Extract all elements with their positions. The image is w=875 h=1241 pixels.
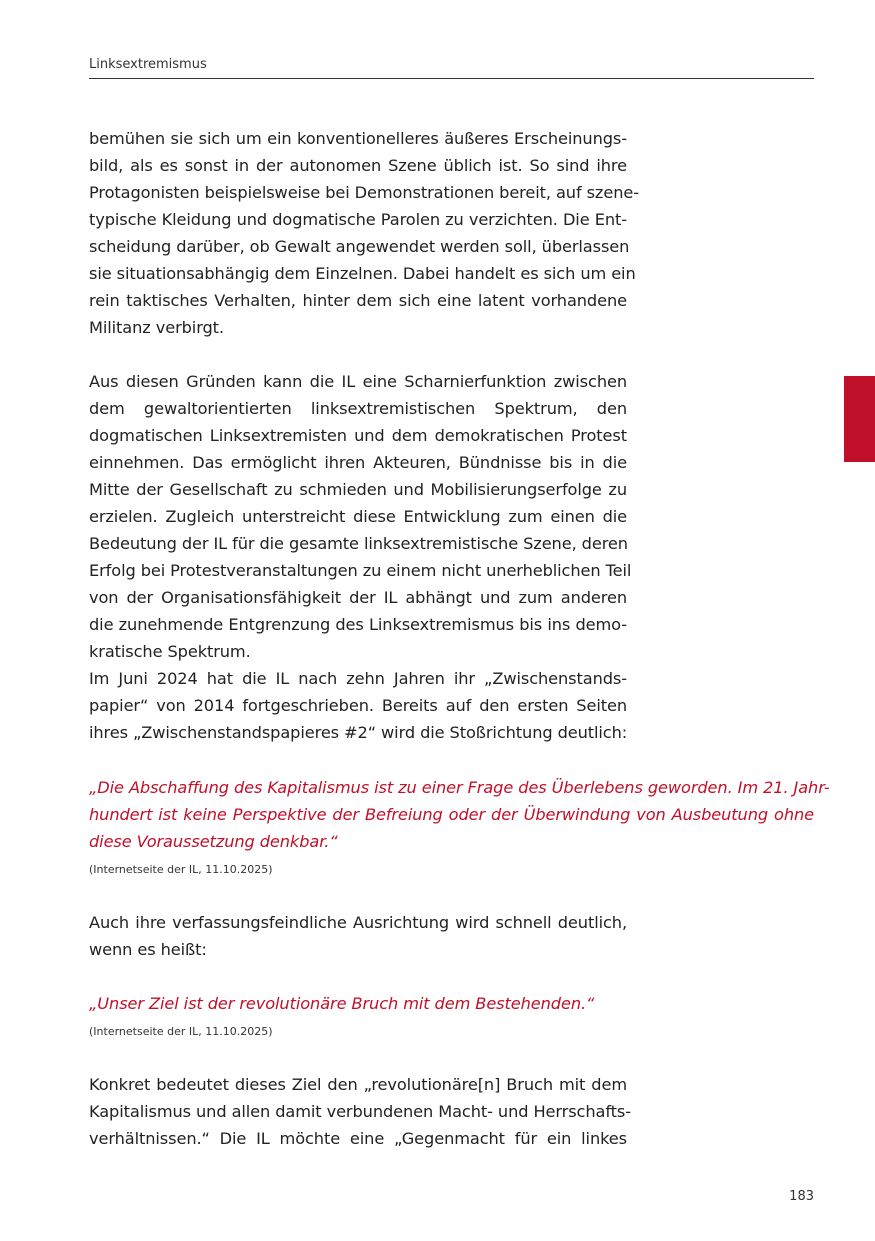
header-divider bbox=[89, 78, 814, 79]
text-line: bemühen sie sich um ein konventionelleres äußeres Erscheinungs- bbox=[89, 129, 627, 148]
text-line: Im Juni 2024 hat die IL nach zehn Jahren ihr „Zwischenstands- bbox=[89, 669, 627, 688]
quote-line: hundert ist keine Perspektive der Befreiung oder der Überwindung von Ausbeutung ohne bbox=[89, 805, 814, 824]
quote-1-source: (Internetseite der IL, 11.10.2025) bbox=[89, 863, 273, 876]
text-line: kratische Spektrum. bbox=[89, 642, 251, 661]
quote-2 bbox=[89, 990, 814, 1017]
text-line: Mitte der Gesellschaft zu schmieden und Mobilisierungserfolge zu bbox=[89, 480, 627, 499]
paragraph-5 bbox=[89, 1071, 631, 1152]
quote-line: „Die Abschaffung des Kapitalismus ist zu einer Frage des Überlebens geworden. Im 21. Jahr- bbox=[89, 778, 830, 797]
chapter-marker-tab bbox=[844, 376, 875, 462]
running-header-title: Linksextremismus bbox=[89, 57, 207, 72]
paragraph-4 bbox=[89, 909, 627, 963]
text-line: sie situationsabhängig dem Einzelnen. Dabei handelt es sich um ein bbox=[89, 264, 636, 283]
text-line: ihres „Zwischenstandspapieres #2“ wird die Stoßrichtung deutlich: bbox=[89, 723, 628, 742]
text-line: Militanz verbirgt. bbox=[89, 318, 224, 337]
text-line: dogmatischen Linksextremisten und dem demokratischen Protest bbox=[89, 426, 627, 445]
text-line: Bedeutung der IL für die gesamte linksextremistische Szene, deren bbox=[89, 534, 628, 553]
text-line: einnehmen. Das ermöglicht ihren Akteuren, Bündnisse bis in die bbox=[89, 453, 627, 472]
text-line: Auch ihre verfassungsfeindliche Ausrichtung wird schnell deutlich, bbox=[89, 913, 627, 932]
quote-line: „Unser Ziel ist der revolutionäre Bruch mit dem Bestehenden.“ bbox=[89, 994, 595, 1013]
text-line: Kapitalismus und allen damit verbundenen Macht- und Herrschafts- bbox=[89, 1102, 631, 1121]
text-line: die zunehmende Entgrenzung des Linksextremismus bis ins demo- bbox=[89, 615, 627, 634]
text-line: Protagonisten beispielsweise bei Demonstrationen bereit, auf szene- bbox=[89, 183, 639, 202]
quote-2-source: (Internetseite der IL, 11.10.2025) bbox=[89, 1025, 273, 1038]
text-line: verhältnissen.“ Die IL möchte eine „Gegenmacht für ein linkes bbox=[89, 1129, 627, 1148]
quote-line: diese Voraussetzung denkbar.“ bbox=[89, 832, 338, 851]
text-line: von der Organisationsfähigkeit der IL abhängt und zum anderen bbox=[89, 588, 627, 607]
text-line: rein taktisches Verhalten, hinter dem sich eine latent vorhandene bbox=[89, 291, 627, 310]
text-line: scheidung darüber, ob Gewalt angewendet werden soll, überlassen bbox=[89, 237, 630, 256]
paragraph-2 bbox=[89, 368, 632, 665]
text-line: bild, als es sonst in der autonomen Szene üblich ist. So sind ihre bbox=[89, 156, 627, 175]
text-line: dem gewaltorientierten linksextremistischen Spektrum, den bbox=[89, 399, 627, 418]
body-column bbox=[89, 125, 639, 746]
text-line: papier“ von 2014 fortgeschrieben. Bereits auf den ersten Seiten bbox=[89, 696, 627, 715]
paragraph-3 bbox=[89, 665, 627, 746]
quote-1 bbox=[89, 774, 830, 855]
text-line: Aus diesen Gründen kann die IL eine Scharnierfunktion zwischen bbox=[89, 372, 627, 391]
text-line: typische Kleidung und dogmatische Parolen zu verzichten. Die Ent- bbox=[89, 210, 627, 229]
text-line: erzielen. Zugleich unterstreicht diese Entwicklung zum einen die bbox=[89, 507, 627, 526]
text-line: wenn es heißt: bbox=[89, 940, 207, 959]
page-number: 183 bbox=[789, 1189, 814, 1204]
paragraph-1 bbox=[89, 125, 639, 341]
text-line: Konkret bedeutet dieses Ziel den „revolutionäre[n] Bruch mit dem bbox=[89, 1075, 627, 1094]
text-line: Erfolg bei Protestveranstaltungen zu einem nicht unerheblichen Teil bbox=[89, 561, 632, 580]
